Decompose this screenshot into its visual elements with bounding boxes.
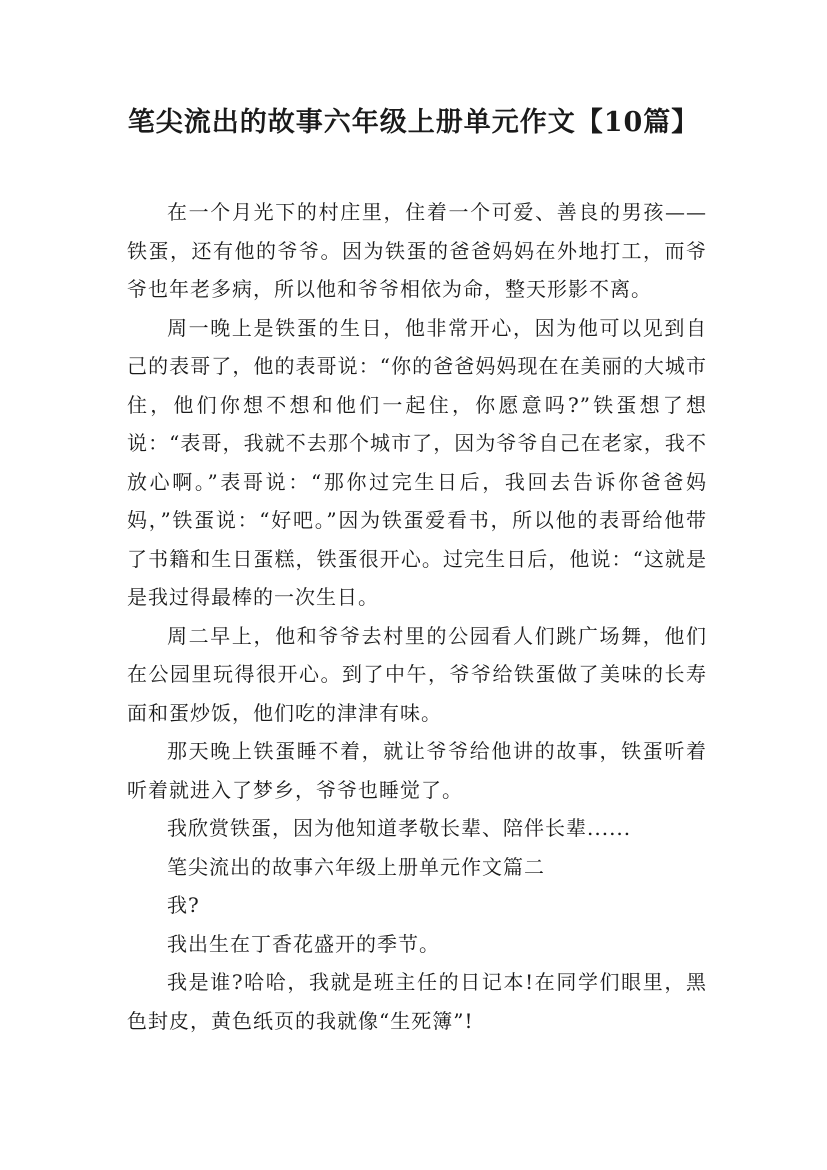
paragraph: 我? xyxy=(167,893,200,917)
paragraph: 我欣赏铁蛋，因为他知道孝敬长辈、陪伴长辈...... xyxy=(167,816,632,840)
paragraph: 在一个月光下的村庄里，住着一个可爱、善良的男孩——铁蛋，还有他的爷爷。因为铁蛋的爸爸妈妈在外地打工，而爷爷也年老多病，所以他和爷爷相依为命，整天形影不离。 xyxy=(127,200,707,301)
paragraph: 那天晚上铁蛋睡不着，就让爷爷给他讲的故事，铁蛋听着听着就进入了梦乡，爷爷也睡觉了。 xyxy=(127,739,707,802)
paragraph: 周一晚上是铁蛋的生日，他非常开心，因为他可以见到自己的表哥了，他的表哥说：“你的爸爸妈妈现在在美丽的大城市住，他们你想不想和他们一起住，你愿意吗?”铁蛋想了想说：“表哥，我就不去那个城市了，因为爷爷自己在老家，我不放心啊。”表哥说：“那你过完生日后，我回去告诉你爸爸妈妈，”铁蛋说：“好吧。”因为铁蛋爱看书，所以他的表哥给他带了书籍和生日蛋糕，铁蛋很开心。过完生日后，他说：“这就是是我过得最棒的一次生日。 xyxy=(127,315,707,609)
document-title: 笔尖流出的故事六年级上册单元作文【10篇】 xyxy=(127,107,700,138)
paragraph: 我是谁?哈哈，我就是班主任的日记本!在同学们眼里，黑色封皮，黄色纸页的我就像“生死簿”! xyxy=(127,970,707,1033)
document-body xyxy=(127,193,707,1040)
paragraph: 周二早上，他和爷爷去村里的公园看人们跳广场舞，他们在公园里玩得很开心。到了中午，爷爷给铁蛋做了美味的长寿面和蛋炒饭，他们吃的津津有味。 xyxy=(127,623,707,725)
paragraph: 我出生在丁香花盛开的季节。 xyxy=(167,931,440,956)
section-heading: 笔尖流出的故事六年级上册单元作文篇二 xyxy=(167,854,545,879)
